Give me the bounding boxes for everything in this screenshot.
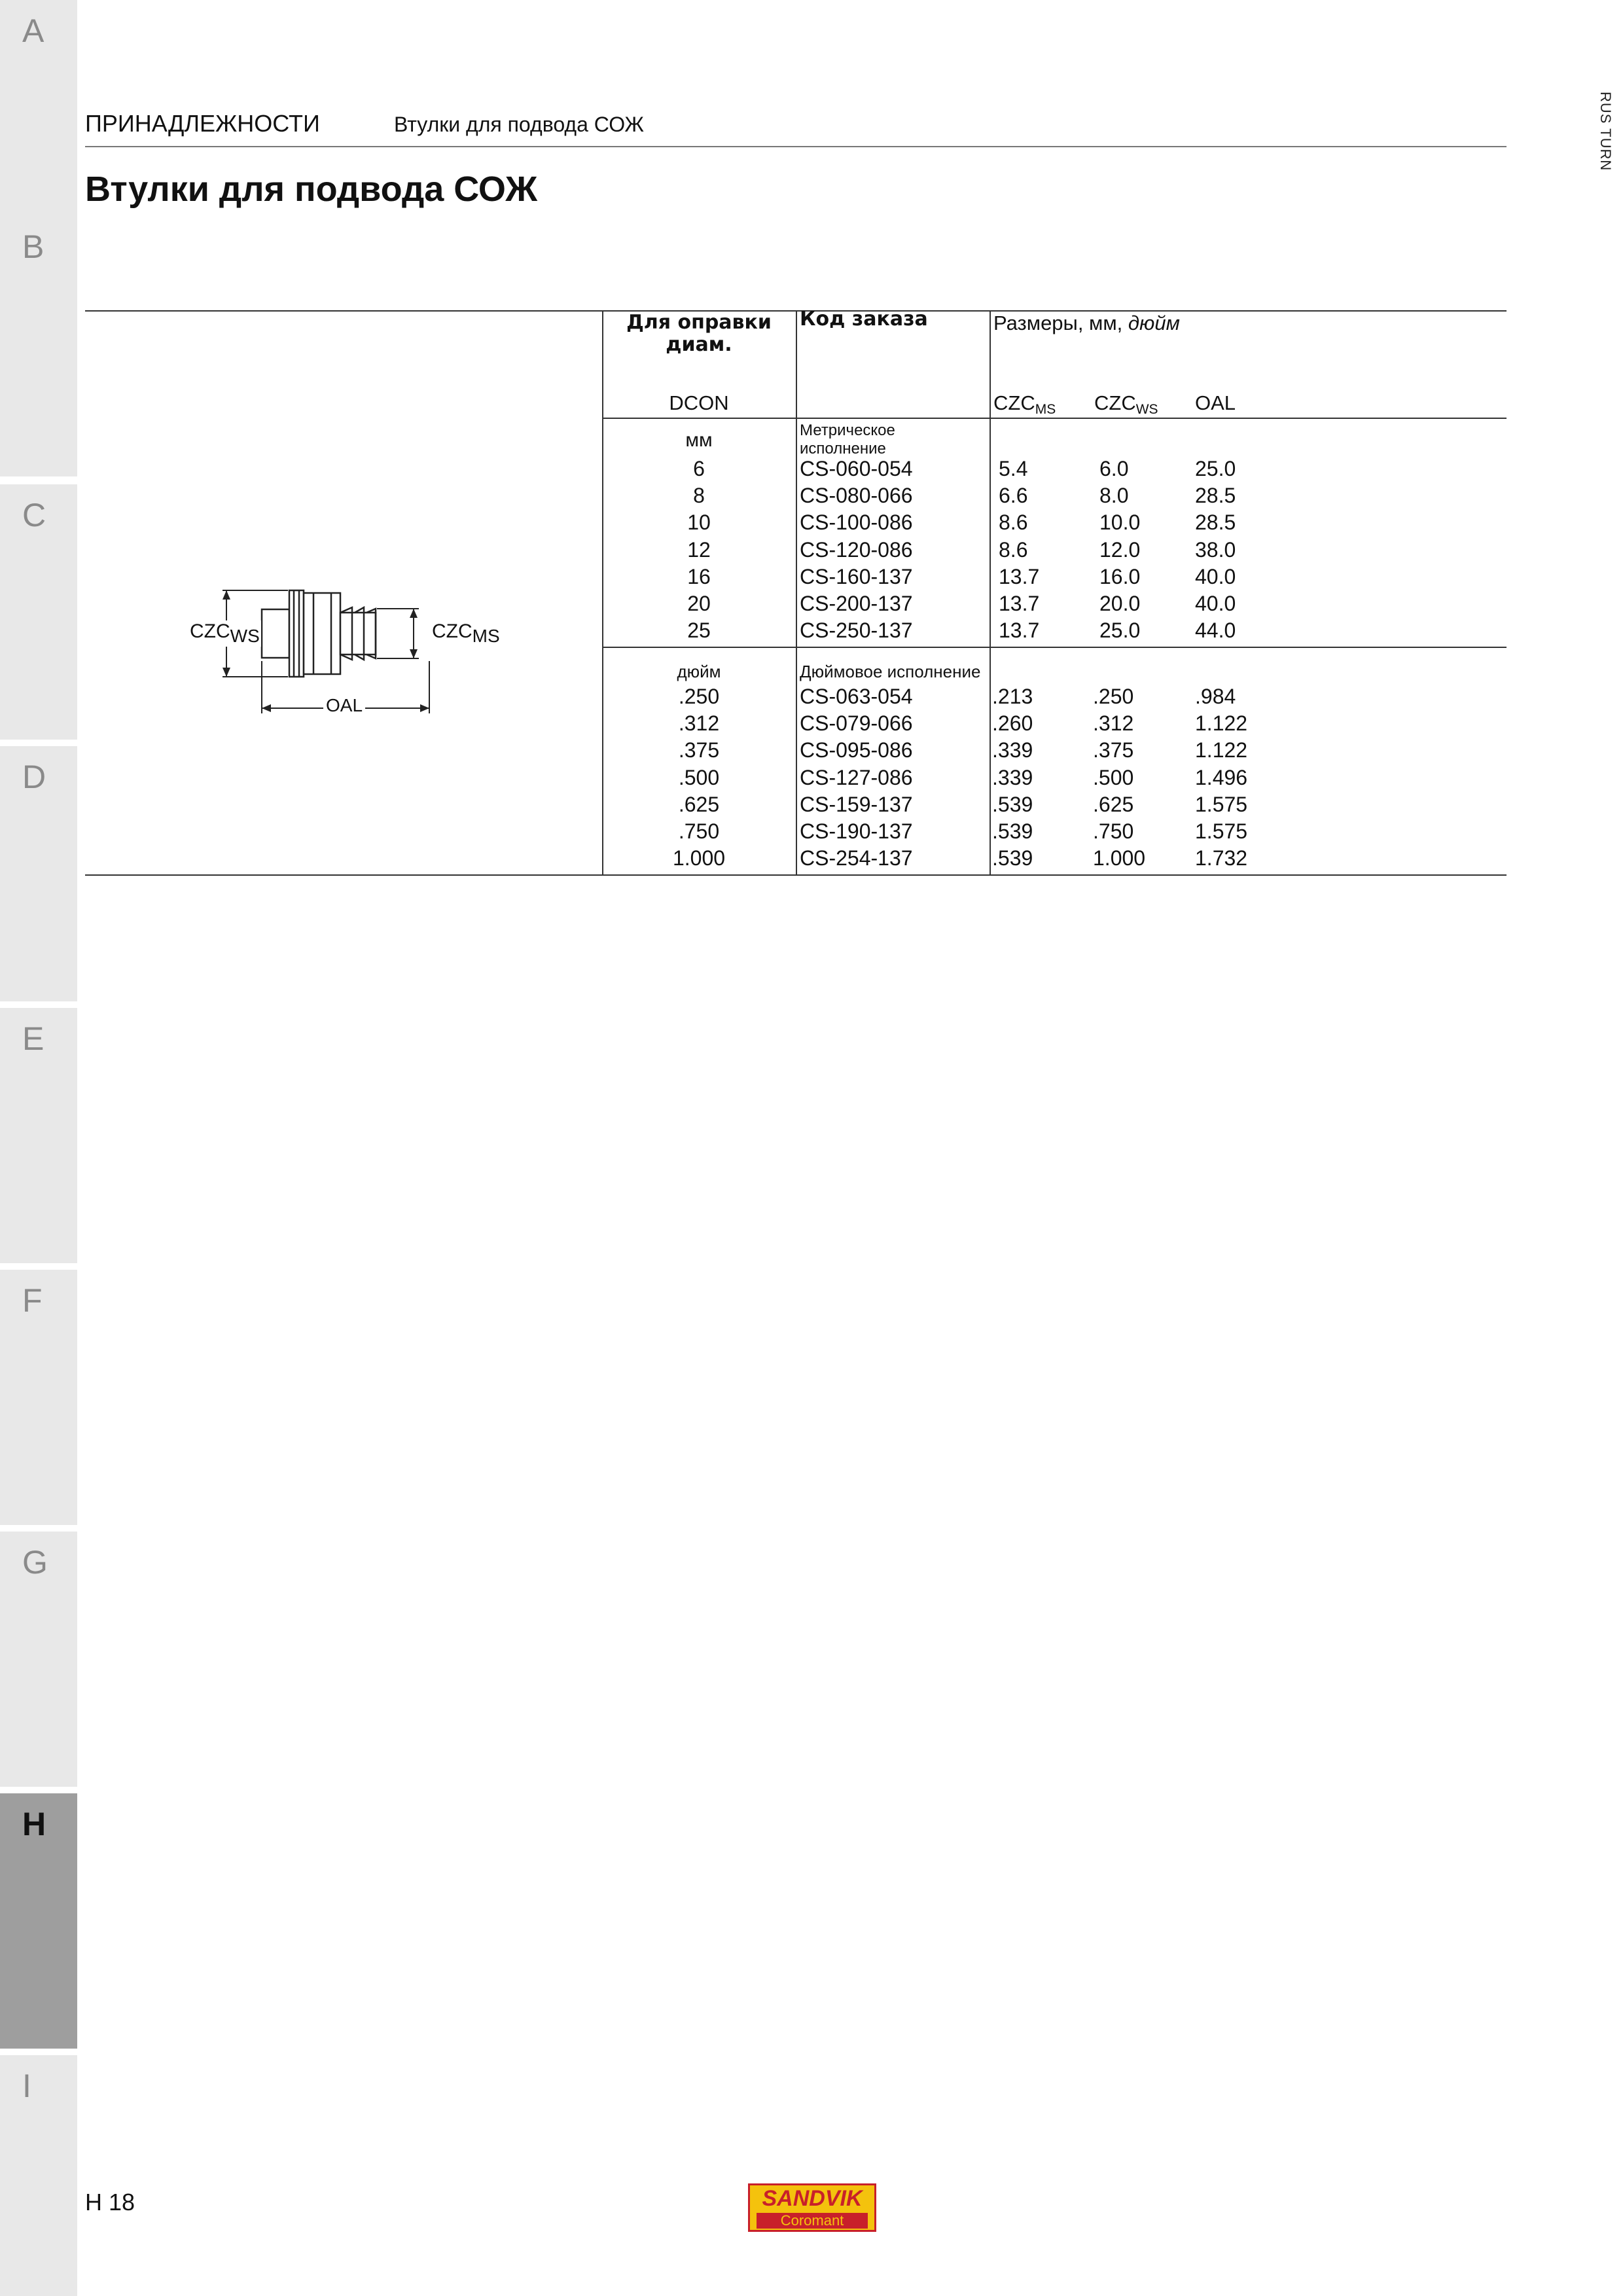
- row-dcon: .250: [678, 685, 720, 708]
- row-dcon: .375: [678, 738, 720, 762]
- col-oal: OAL: [1195, 391, 1236, 414]
- row-dcon: 25: [687, 619, 711, 643]
- metric-unit: мм: [685, 429, 713, 451]
- col-dcon-title: Для оправки диам.: [626, 311, 772, 356]
- header-subsection: Втулки для подвода СОЖ: [394, 113, 644, 136]
- row-oal: 1.122: [1195, 711, 1248, 736]
- row-czc-ms: .539: [992, 846, 1033, 870]
- row-oal: 44.0: [1195, 619, 1236, 643]
- col-czc-ms: $CZC_{MS}$: [993, 391, 1056, 417]
- row-dcon: .625: [678, 792, 720, 816]
- row-oal: 1.732: [1195, 846, 1248, 870]
- tab-label: E: [22, 1020, 45, 1057]
- row-czc-ws: 25.0: [1099, 619, 1141, 643]
- col-czc-ws: $CZC_{WS}$: [1094, 391, 1158, 417]
- tab-label: B: [22, 228, 45, 265]
- row-czc-ws: .625: [1093, 792, 1134, 816]
- row-czc-ms: 13.7: [999, 619, 1040, 643]
- col-order-title: Код заказа: [800, 308, 928, 331]
- page-title: Втулки для подвода СОЖ: [85, 170, 538, 209]
- section-tabs: [0, 0, 77, 2296]
- logo-sub: Coromant: [757, 2213, 868, 2229]
- row-order-code: CS-063-054: [800, 685, 913, 708]
- row-oal: 1.496: [1195, 765, 1248, 789]
- side-label: RUS TURN: [1597, 92, 1614, 171]
- table-col-divider: [796, 310, 797, 875]
- row-order-code: CS-200-137: [800, 592, 913, 615]
- row-order-code: CS-079-066: [800, 711, 913, 736]
- row-order-code: CS-060-054: [800, 457, 913, 480]
- row-dcon: 20: [687, 592, 711, 615]
- inch-unit: дюйм: [677, 662, 721, 681]
- header-section: ПРИНАДЛЕЖНОСТИ: [85, 110, 320, 137]
- table-header-rule: [602, 418, 1507, 419]
- row-czc-ws: .312: [1093, 711, 1134, 736]
- row-oal: 28.5: [1195, 511, 1236, 535]
- row-czc-ws: 6.0: [1099, 457, 1129, 480]
- table-section-rule: [602, 647, 1507, 648]
- row-oal: 1.575: [1195, 792, 1248, 816]
- tab-label: H: [22, 1806, 46, 1842]
- row-oal: .984: [1195, 685, 1236, 708]
- tab-label: C: [22, 497, 46, 533]
- diagram-label-czc-ws: $CZC_{WS}$: [190, 620, 260, 646]
- row-oal: 28.5: [1195, 484, 1236, 508]
- row-dcon: .500: [678, 765, 720, 789]
- row-oal: 38.0: [1195, 537, 1236, 562]
- row-oal: 40.0: [1195, 592, 1236, 615]
- row-czc-ms: .213: [992, 685, 1033, 708]
- row-order-code: CS-100-086: [800, 511, 913, 535]
- row-order-code: CS-254-137: [800, 846, 913, 870]
- inch-section-label: Дюймовое исполнение: [800, 662, 981, 681]
- row-order-code: CS-080-066: [800, 484, 913, 508]
- row-order-code: CS-160-137: [800, 564, 913, 588]
- row-czc-ms: 5.4: [999, 457, 1028, 480]
- tab-i[interactable]: [0, 2055, 77, 2296]
- tab-e[interactable]: [0, 1008, 77, 1263]
- row-dcon: 12: [687, 537, 711, 562]
- diagram-label-czc-ms: $CZC_{MS}$: [432, 620, 500, 646]
- tab-label: A: [22, 12, 45, 49]
- row-czc-ws: .750: [1093, 819, 1134, 843]
- row-czc-ms: 8.6: [999, 511, 1028, 535]
- row-czc-ws: 20.0: [1099, 592, 1141, 615]
- row-dcon: .312: [678, 711, 720, 736]
- row-czc-ms: 13.7: [999, 592, 1040, 615]
- row-oal: 1.575: [1195, 819, 1248, 843]
- tab-f[interactable]: [0, 1270, 77, 1525]
- row-order-code: CS-190-137: [800, 819, 913, 843]
- tab-d[interactable]: [0, 746, 77, 1001]
- row-czc-ms: .339: [992, 765, 1033, 789]
- logo-brand: SANDVIK: [762, 2186, 863, 2211]
- sandvik-coromant-logo: [748, 2183, 876, 2232]
- tab-h[interactable]: [0, 1793, 77, 2049]
- row-order-code: CS-159-137: [800, 792, 913, 816]
- tab-g[interactable]: [0, 1532, 77, 1787]
- col-dims-title: Размеры, мм, дюйм: [993, 312, 1180, 334]
- row-czc-ms: .539: [992, 819, 1033, 843]
- row-czc-ws: .250: [1093, 685, 1134, 708]
- row-czc-ws: 1.000: [1093, 846, 1146, 870]
- row-dcon: 8: [693, 484, 705, 508]
- row-czc-ms: .339: [992, 738, 1033, 762]
- tab-label: I: [22, 2068, 31, 2104]
- row-czc-ms: 13.7: [999, 564, 1040, 588]
- row-dcon: 1.000: [672, 846, 726, 870]
- row-czc-ms: 6.6: [999, 484, 1028, 508]
- tab-c[interactable]: [0, 484, 77, 740]
- row-czc-ws: .500: [1093, 765, 1134, 789]
- row-order-code: CS-250-137: [800, 619, 913, 643]
- tab-label: F: [22, 1282, 43, 1319]
- row-czc-ws: 12.0: [1099, 537, 1141, 562]
- row-order-code: CS-127-086: [800, 765, 913, 789]
- row-czc-ms: 8.6: [999, 537, 1028, 562]
- diagram-label-oal: OAL: [323, 695, 365, 716]
- row-czc-ws: .375: [1093, 738, 1134, 762]
- col-dcon-code: DCON: [669, 391, 729, 414]
- row-oal: 40.0: [1195, 564, 1236, 588]
- row-czc-ms: .260: [992, 711, 1033, 736]
- row-dcon: 16: [687, 564, 711, 588]
- page-number: H 18: [85, 2189, 135, 2215]
- tab-label: G: [22, 1544, 48, 1581]
- row-oal: 1.122: [1195, 738, 1248, 762]
- row-oal: 25.0: [1195, 457, 1236, 480]
- tab-label: D: [22, 759, 46, 795]
- row-dcon: .750: [678, 819, 720, 843]
- row-dcon: 10: [687, 511, 711, 535]
- row-order-code: CS-095-086: [800, 738, 913, 762]
- row-czc-ms: .539: [992, 792, 1033, 816]
- header-divider: [85, 146, 1507, 147]
- row-czc-ws: 16.0: [1099, 564, 1141, 588]
- metric-section-label: Метрическое исполнение: [800, 422, 895, 457]
- table-col-divider: [990, 310, 991, 875]
- row-czc-ws: 10.0: [1099, 511, 1141, 535]
- row-dcon: 6: [693, 457, 705, 480]
- row-czc-ws: 8.0: [1099, 484, 1129, 508]
- row-order-code: CS-120-086: [800, 537, 913, 562]
- tab-b[interactable]: [0, 216, 77, 476]
